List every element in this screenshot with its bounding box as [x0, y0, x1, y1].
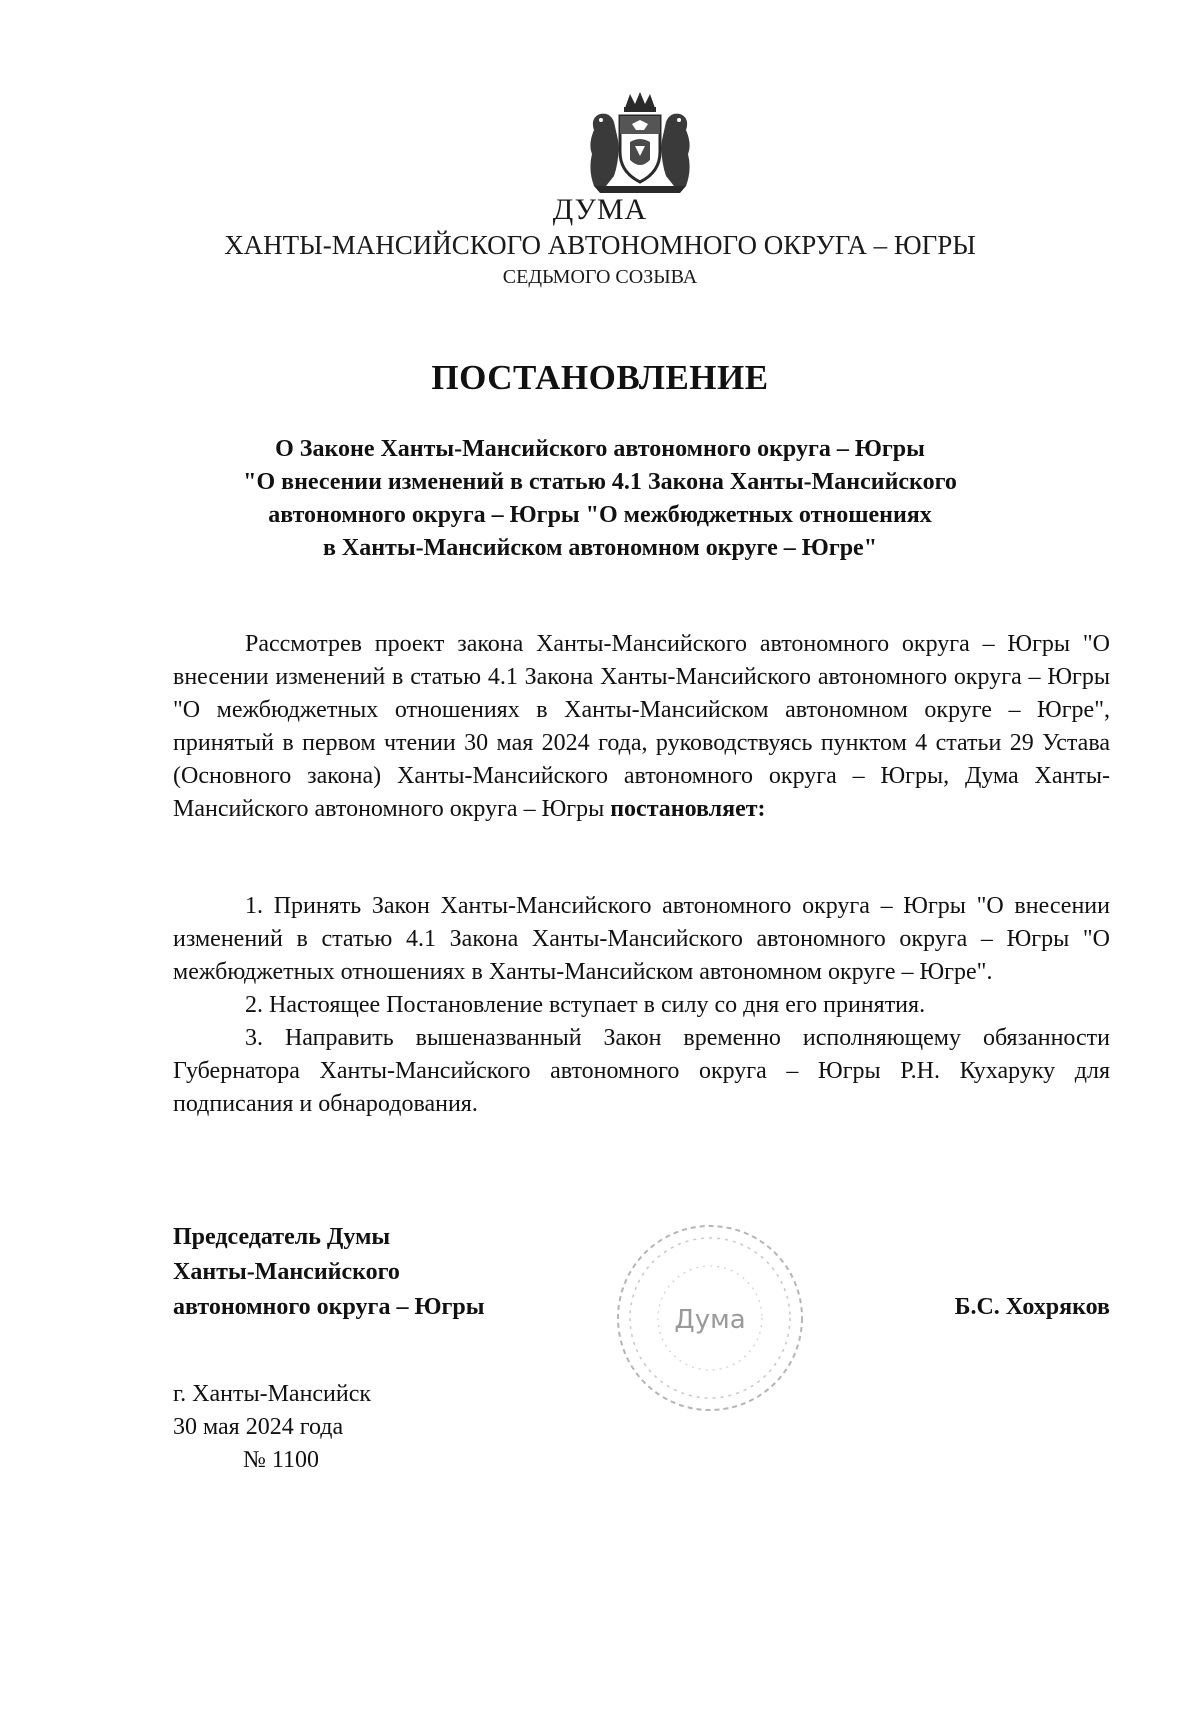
preamble-paragraph [173, 628, 1110, 826]
issue-date: 30 мая 2024 года [173, 1414, 344, 1440]
signatory-title-line: Председатель Думы [173, 1224, 391, 1250]
convocation-label: СЕДЬМОГО СОЗЫВА [502, 266, 698, 288]
clause-item: 3. Направить вышеназванный Закон временно исполняющему обязанности Губернатора Ханты-Мансийского автономного округа – Югры Р.Н. Кухаруку для подписания и обнародования. [173, 1025, 1110, 1117]
document-type-title: ПОСТАНОВЛЕНИЕ [431, 358, 769, 397]
document-footer [173, 1378, 371, 1477]
clauses-list [173, 890, 1110, 1121]
preamble-decision-word: постановляет: [610, 796, 766, 822]
issue-place: г. Ханты-Мансийск [173, 1381, 372, 1407]
document-number: № 1100 [243, 1447, 320, 1473]
signatory-title-line: Ханты-Мансийского [173, 1259, 400, 1285]
coat-of-arms-icon [580, 90, 700, 195]
subject-line: "О внесении изменений в статью 4.1 Закона Ханты-Мансийского [243, 469, 957, 495]
signature-block [173, 1220, 1110, 1325]
subject-line: в Ханты-Мансийском автономном округе – Югре" [322, 535, 878, 561]
preamble-text: Рассмотрев проект закона Ханты-Мансийского автономного округа – Югры "О внесении изменений в статью 4.1 Закона Ханты-Мансийского автономного округа – Югры "О межбюджетных отношениях в Ханты-Мансийском автономном округе – Югре", принятый в первом чтении 30 мая 2024 года, руководствуясь пунктом 4 статьи 29 Устава (Основного закона) Ханты-Мансийского автономного округа – Югры, Дума Ханты-Мансийского автономного округа – Югры [173, 631, 1110, 822]
signatory-name: Б.С. Хохряков [954, 1294, 1110, 1320]
document-subject [200, 433, 1000, 565]
stamp-text: Дума [674, 1305, 746, 1335]
organization-name: ДУМА [552, 193, 648, 226]
clause-item: 2. Настоящее Постановление вступает в силу со дня его принятия. [245, 992, 926, 1018]
clause-item: 1. Принять Закон Ханты-Мансийского автономного округа – Югры "О внесении изменений в статью 4.1 Закона Ханты-Мансийского автономного округа – Югры "О межбюджетных отношениях в Ханты-Мансийском автономном округе – Югре". [173, 893, 1110, 985]
subject-line: О Законе Ханты-Мансийского автономного округа – Югры [275, 436, 925, 462]
subject-line: автономного округа – Югры "О межбюджетных отношениях [268, 502, 932, 528]
region-name: ХАНТЫ-МАНСИЙСКОГО АВТОНОМНОГО ОКРУГА – ЮГРЫ [224, 230, 976, 260]
signatory-title-line: автономного округа – Югры [173, 1294, 485, 1320]
preamble-text-block [173, 628, 1110, 826]
